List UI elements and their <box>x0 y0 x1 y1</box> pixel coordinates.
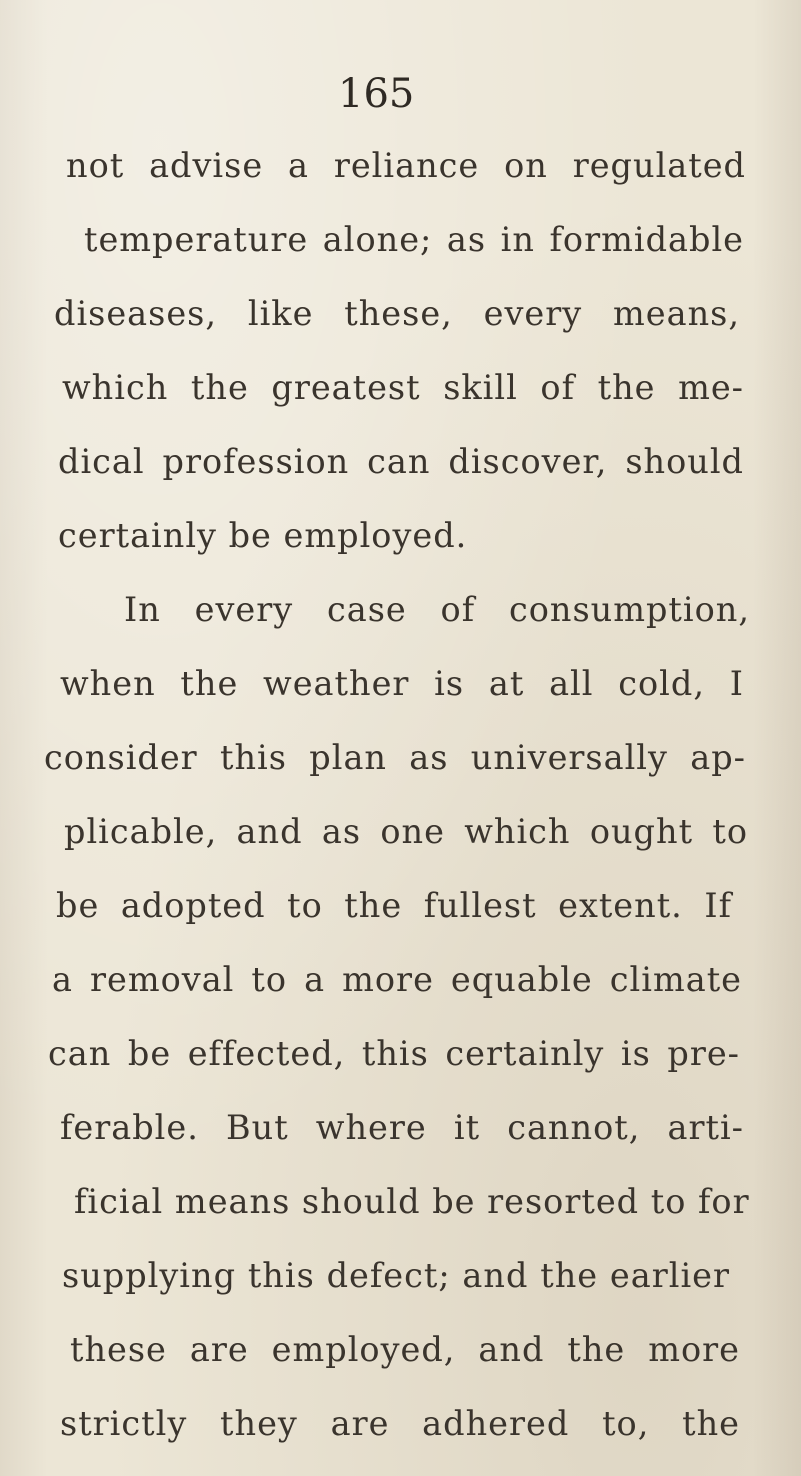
text-line: can be effected, this certainly is pre- <box>48 1034 740 1073</box>
text-line: when the weather is at all cold, I <box>60 664 744 703</box>
text-line: these are employed, and the more <box>70 1330 740 1369</box>
text-line: ficial means should be resorted to for <box>74 1182 750 1221</box>
text-line: be adopted to the fullest extent. If <box>56 886 732 925</box>
text-line: not advise a reliance on regulated <box>66 146 746 185</box>
text-line: which the greatest skill of the me- <box>62 368 744 407</box>
text-line: temperature alone; as in formidable <box>84 220 744 259</box>
text-line: consider this plan as universally ap- <box>44 738 746 777</box>
text-line: supplying this defect; and the earlier <box>62 1256 730 1295</box>
text-line: In every case of consumption, <box>124 590 750 629</box>
text-line: certainly be employed. <box>58 516 468 555</box>
text-line: dical profession can discover, should <box>58 442 744 481</box>
text-line: plicable, and as one which ought to <box>64 812 748 851</box>
text-line: ferable. But where it cannot, arti- <box>60 1108 744 1147</box>
text-line: a removal to a more equable climate <box>52 960 742 999</box>
text-line: strictly they are adhered to, the <box>60 1404 740 1443</box>
page-number: 165 <box>338 71 415 117</box>
text-line: diseases, like these, every means, <box>54 294 740 333</box>
